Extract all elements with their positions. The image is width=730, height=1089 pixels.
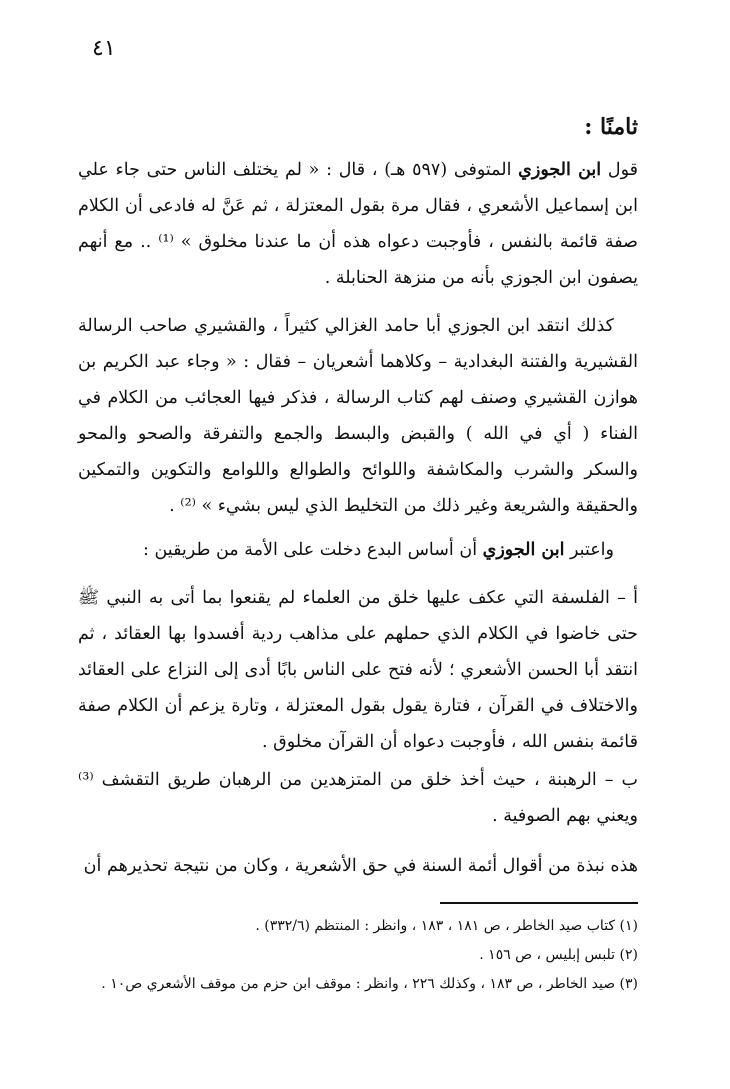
section-heading: ثامنًا : <box>584 114 638 140</box>
paragraph-1 <box>78 152 638 296</box>
author-name-ibn-al-jawzi: ابن الجوزي <box>518 160 602 180</box>
footnotes <box>78 912 638 999</box>
paragraph-1-after: المتوفى (٥٩٧ هـ) ، قال : « لم يختلف الناس حتى جاء علي ابن إسماعيل الأشعري ، فقال مرة بقول المعتزلة ، ثم عَنَّ له فادعى أن الكلام صفة قائمة بالنفس ، فأوجبت دعواه هذه أن ما عندنا مخلوق » ⁽¹⁾ .. مع أنهم يصفون ابن الجوزي بأنه من منزهة الحنابلة . <box>78 160 638 288</box>
paragraph-6: هذه نبذة من أقوال أئمة السنة في حق الأشعرية ، وكان من نتيجة تحذيرهم أن <box>83 856 638 876</box>
footnote-divider <box>440 902 638 904</box>
footnote-3: (٣) صيد الخاطر ، ص ١٨٣ ، وكذلك ٢٢٦ ، وانظر : موقف ابن حزم من موقف الأشعري ص١٠ . <box>101 976 638 992</box>
paragraph-3-before: واعتبر <box>564 540 614 560</box>
paragraph-1-before: قول <box>601 160 638 180</box>
paragraph-5: ب – الرهبنة ، حيث أخذ خلق من المتزهدين من الرهبان طريق التقشف ⁽³⁾ ويعني بهم الصوفية . <box>78 770 638 826</box>
paragraph-3 <box>78 532 638 568</box>
paragraph-3-after: أن أساس البدع دخلت على الأمة من طريقين : <box>143 540 483 560</box>
footnote-1: (١) كتاب صيد الخاطر ، ص ١٨١ ، ١٨٣ ، وانظر : المنتظم (٣٣٢/٦) . <box>255 918 638 934</box>
page-number: ٤١ <box>92 36 116 61</box>
author-name-ibn-al-jawzi-2: ابن الجوزي <box>482 540 565 560</box>
paragraph-2: كذلك انتقد ابن الجوزي أبا حامد الغزالي كثيراً ، والقشيري صاحب الرسالة القشيرية والفتنة البغدادية – وكلاهما أشعريان – فقال : « وجاء عبد الكريم بن هوازن القشيري وصنف لهم كتاب الرسالة ، فذكر فيها العجائب من الكلام في الفناء ( أي في الله ) والقبض والبسط والجمع والتفرقة والصحو والمحو والسكر والشرب والمكاشفة واللوائح والطوالع واللوامع والتكوين والتمكين والحقيقة والشريعة وغير ذلك من التخليط الذي ليس بشيء » ⁽²⁾ . <box>78 316 638 516</box>
footnote-2: (٢) تلبس إبليس ، ص ١٥٦ . <box>479 947 638 963</box>
paragraph-4: أ – الفلسفة التي عكف عليها خلق من العلماء لم يقنعوا بما أتى به النبي ﷺ حتى خاضوا في الكلام الذي حملهم على مذاهب ردية أفسدوا بها العقائد ، ثم انتقد أبا الحسن الأشعري ؛ لأنه فتح على الناس بابًا أدى إلى النزاع على العقائد والاختلاف في القرآن ، فتارة يقول بقول المعتزلة ، وتارة يزعم أن الكلام صفة قائمة بنفس الله ، فأوجبت دعواه أن القرآن مخلوق . <box>78 588 638 752</box>
